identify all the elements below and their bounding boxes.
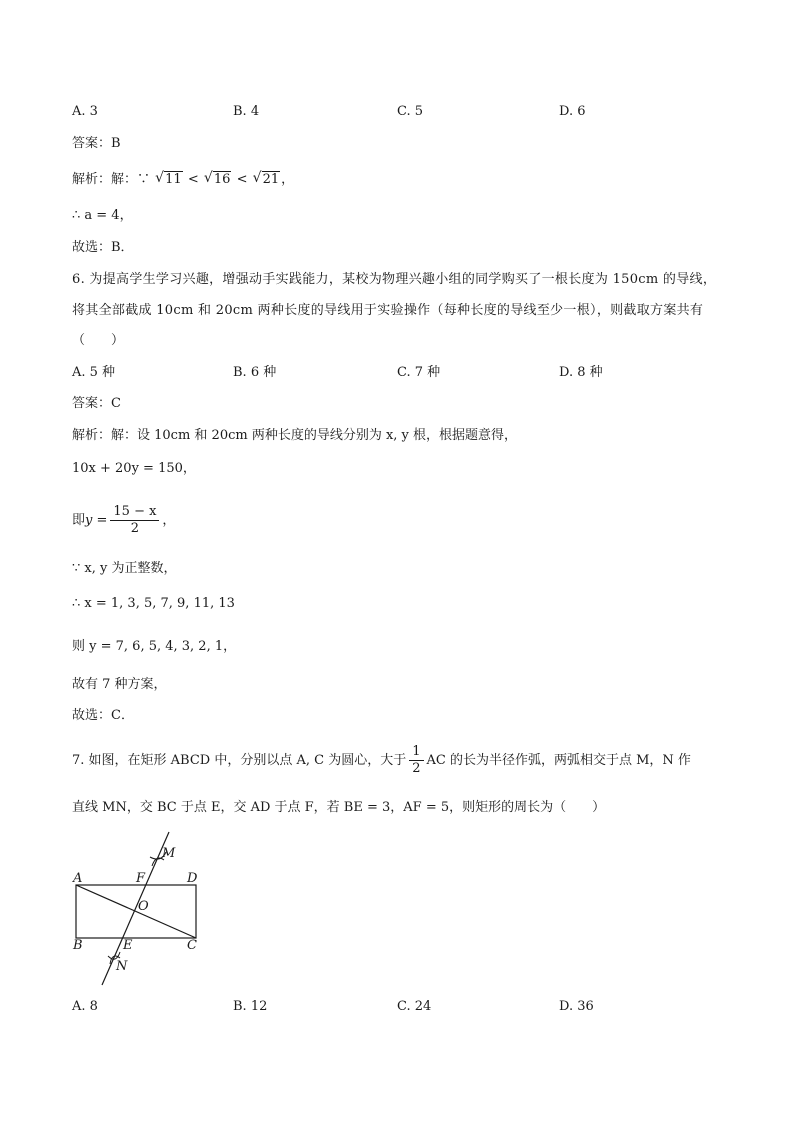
label-f: F: [136, 871, 146, 886]
q7-rectangle-figure: [66, 830, 206, 990]
diagonal-ac: [76, 885, 196, 938]
sqrt-21: [253, 170, 281, 190]
q5-option-a: A. 3: [72, 104, 98, 119]
q7-half-denominator: 2: [412, 761, 421, 776]
q5-analysis: 解析：解：∵ √ 11 < √ 16 < √ 21 ，: [72, 170, 294, 190]
q5-option-d: D. 6: [559, 104, 586, 119]
q7-option-d: D. 36: [559, 999, 594, 1014]
q6-stem-line1: 6. 为提高学生学习兴趣，增强动手实践能力，某校为物理兴趣小组的同学购买了一根长度为 150cm 的导线，: [72, 272, 717, 287]
label-m: M: [162, 846, 176, 861]
q5-conclusion: ∴ a = 4，: [72, 208, 133, 223]
sqrt-16: [204, 170, 232, 190]
sqrt-11: [155, 170, 183, 190]
q6-option-b: B. 6 种: [233, 365, 277, 380]
q6-fraction-numerator: 15 − x: [110, 504, 159, 521]
q7-option-c: C. 24: [397, 999, 432, 1014]
q6-x-values: ∴ x = 1, 3, 5, 7, 9, 11, 13: [72, 596, 235, 611]
q6-positive: ∵ x, y 为正整数，: [72, 561, 177, 576]
label-n: N: [116, 959, 128, 974]
q6-fraction: [110, 504, 159, 537]
q6-y-eq: y =: [85, 513, 108, 528]
q5-analysis-prefix: 解析：解：∵: [72, 172, 151, 187]
q6-stem-line3: （ ）: [72, 333, 125, 348]
q6-option-a: A. 5 种: [72, 365, 116, 380]
q7-stem-line1: [72, 743, 691, 779]
label-c: C: [187, 938, 197, 953]
q5-answer: 答案：B: [72, 136, 121, 151]
q7-options: [72, 997, 732, 1017]
q6-equation: 10x + 20y = 150，: [72, 461, 196, 476]
label-a: A: [73, 871, 83, 886]
q7-half-numerator: 1: [409, 744, 423, 761]
q6-stem-line2: 将其全部截成 10cm 和 20cm 两种长度的导线用于实验操作（每种长度的导线至少一根），则截取方案共有: [72, 303, 704, 318]
q6-analysis-line1: 解析：解：设 10cm 和 20cm 两种长度的导线分别为 x, y 根，根据题意得，: [72, 428, 518, 443]
less-than-2: <: [236, 172, 248, 187]
q7-stem-part-a: 7. 如图，在矩形 ABCD 中，分别以点 A, C 为圆心，大于: [72, 753, 407, 768]
label-b: B: [73, 938, 83, 953]
q6-option-c: C. 7 种: [397, 365, 441, 380]
label-d: D: [187, 871, 198, 886]
line-mn: [102, 832, 169, 985]
q6-fraction-suffix: ，: [162, 513, 176, 528]
q6-y-expression: [72, 503, 175, 539]
q7-stem-part-b: AC 的长为半径作弧，两弧相交于点 M，N 作: [426, 753, 691, 768]
label-e: E: [123, 938, 133, 953]
q6-fraction-denominator: 2: [130, 521, 140, 536]
q6-answer: 答案：C: [72, 396, 121, 411]
q5-choice: 故选：B．: [72, 240, 134, 255]
q6-options: [72, 363, 732, 383]
sqrt-21-radicand: 21: [262, 172, 280, 187]
label-o: O: [138, 899, 149, 914]
q6-y-values: 则 y = 7, 6, 5, 4, 3, 2, 1，: [72, 639, 237, 654]
sqrt-11-radicand: 11: [165, 172, 182, 187]
sqrt-16-radicand: 16: [213, 172, 231, 187]
q6-ji-prefix: 即: [72, 513, 86, 528]
q6-option-d: D. 8 种: [559, 365, 603, 380]
q6-choice: 故选：C．: [72, 708, 134, 723]
q5-option-b: B. 4: [233, 104, 260, 119]
less-than-1: <: [187, 172, 199, 187]
q5-options: [72, 102, 732, 122]
q7-half-fraction: [409, 744, 423, 777]
q7-option-b: B. 12: [233, 999, 268, 1014]
q6-count: 故有 7 种方案，: [72, 677, 167, 692]
q7-option-a: A. 8: [72, 999, 98, 1014]
q5-option-c: C. 5: [397, 104, 424, 119]
q7-stem-line2: 直线 MN，交 BC 于点 E，交 AD 于点 F，若 BE = 3，AF = 5，则矩形的周长为（ ）: [72, 800, 606, 815]
